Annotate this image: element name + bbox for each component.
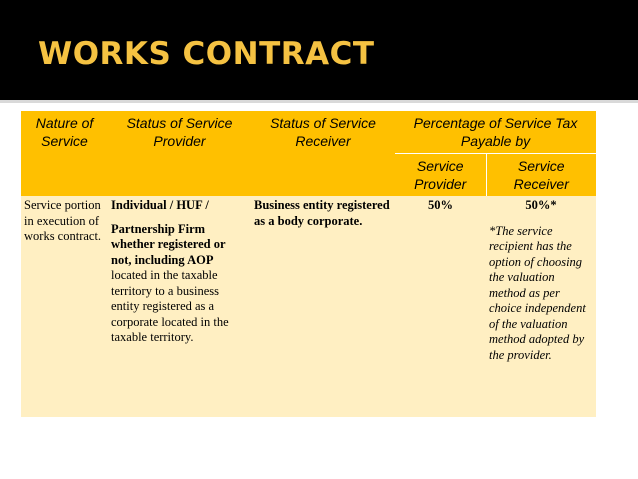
receiver-percentage-value: 50%* <box>525 198 557 212</box>
subheader-service-receiver: Service Receiver <box>486 154 596 197</box>
cell-provider-percentage: 50% <box>395 196 486 417</box>
provider-entity-types: Individual / HUF / <box>111 198 209 212</box>
header-status-of-provider: Status of Service Provider <box>108 111 251 196</box>
header-nature-of-service: Nature of Service <box>21 111 108 196</box>
table-row <box>21 196 596 417</box>
title-band <box>0 0 638 100</box>
service-tax-table <box>21 111 596 417</box>
cell-nature-of-service: Service portion in execution of works contract. <box>21 196 108 417</box>
title-divider <box>0 100 638 103</box>
header-percentage-payable: Percentage of Service Tax Payable by <box>395 111 596 154</box>
receiver-footnote: *The service recipient has the option of choosing the valuation method as per choice independent of the valuation method adopted by the provider. <box>489 223 586 362</box>
cell-status-of-receiver: Business entity registered as a body corporate. <box>251 196 395 417</box>
subheader-service-provider: Service Provider <box>395 154 486 197</box>
provider-partnership-text: Partnership Firm whether registered or not, including AOP <box>111 221 226 267</box>
slide-title: WORKS CONTRACT <box>38 36 375 72</box>
header-row <box>21 111 596 154</box>
header-status-of-receiver: Status of Service Receiver <box>251 111 395 196</box>
cell-receiver-percentage <box>486 196 596 417</box>
provider-location-text: located in the taxable territory to a business entity registered as a corporate located in the taxable territory. <box>111 268 229 344</box>
cell-status-of-provider <box>108 196 251 417</box>
